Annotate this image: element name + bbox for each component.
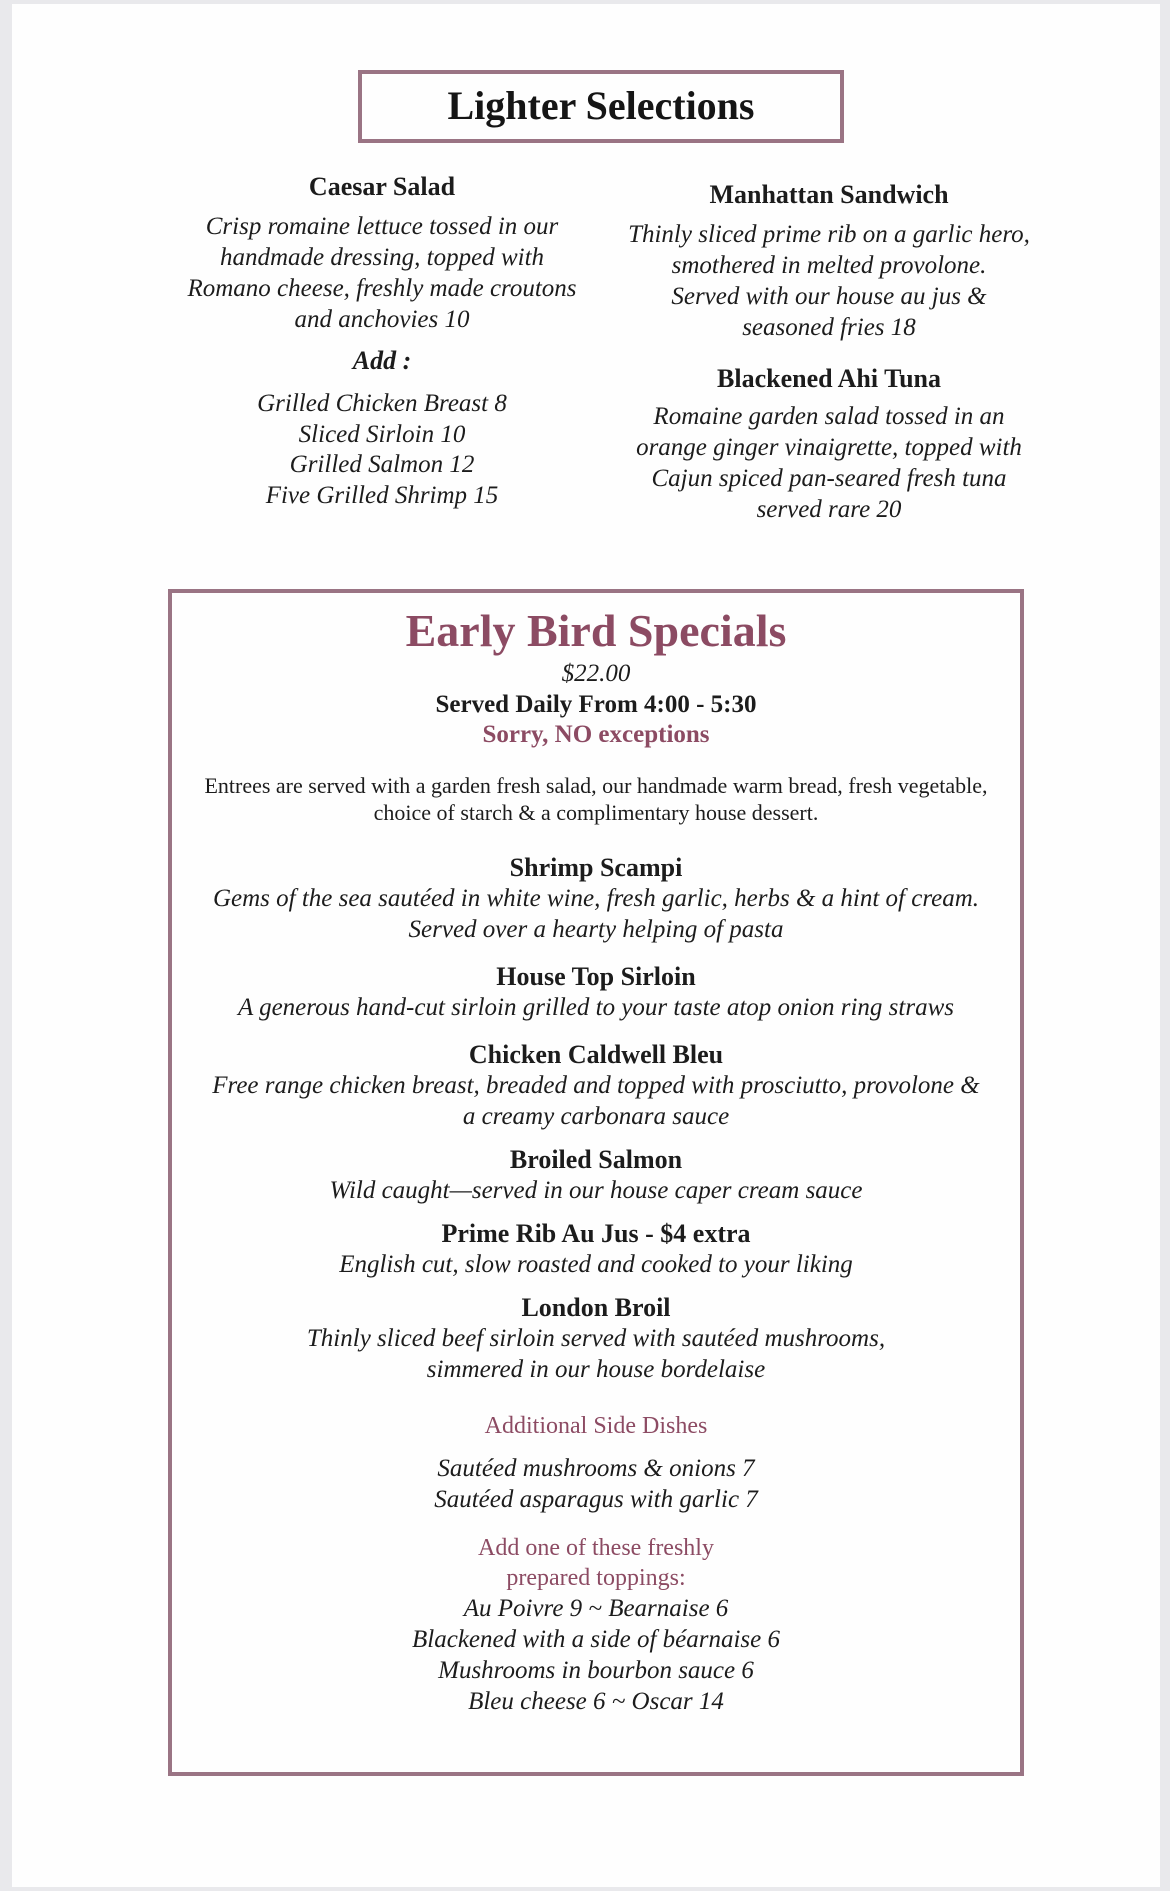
entree-desc: a creamy carbonara sauce: [462, 1103, 730, 1130]
early-bird-intro-line: Entrees are served with a garden fresh salad, our handmade warm bread, fresh vegetable,: [204, 773, 988, 798]
entree-desc: simmered in our house bordelaise: [426, 1356, 766, 1383]
entree-desc: Free range chicken breast, breaded and topped with prosciutto, provolone &: [212, 1072, 980, 1099]
side-dishes-section: [172, 1411, 1020, 1515]
early-bird-box: [168, 589, 1024, 1776]
manhattan-sandwich-desc-1: Thinly sliced prime rib on a garlic hero,: [628, 221, 1030, 248]
entree-desc: Thinly sliced beef sirloin served with sautéed mushrooms,: [306, 1325, 886, 1352]
side-dish-item: Sautéed mushrooms & onions 7: [437, 1455, 755, 1482]
toppings-section: [172, 1533, 1020, 1717]
entree-desc: A generous hand-cut sirloin grilled to your taste atop onion ring straws: [238, 994, 954, 1021]
entree-name: Broiled Salmon: [509, 1145, 683, 1174]
addon-item: Sliced Sirloin 10: [298, 420, 466, 448]
entree-name: Chicken Caldwell Bleu: [468, 1040, 724, 1069]
ahi-tuna-desc-3: Cajun spiced pan-seared fresh tuna: [651, 465, 1007, 492]
caesar-salad-name: Caesar Salad: [308, 172, 456, 201]
caesar-salad-desc-2: handmade dressing, topped with: [219, 244, 545, 271]
early-bird-title: Early Bird Specials: [405, 605, 787, 656]
entree-house-top-sirloin: [172, 961, 1020, 1023]
topping-item: Au Poivre 9 ~ Bearnaise 6: [463, 1595, 729, 1622]
manhattan-sandwich-desc-4: seasoned fries 18: [742, 314, 916, 341]
topping-item: Bleu cheese 6 ~ Oscar 14: [468, 1688, 724, 1715]
entree-name: London Broil: [521, 1293, 671, 1322]
entree-desc: Gems of the sea sautéed in white wine, fresh garlic, herbs & a hint of cream.: [212, 885, 980, 912]
lighter-right-column: [604, 179, 1054, 525]
topping-item: Mushrooms in bourbon sauce 6: [438, 1657, 754, 1684]
side-dish-item: Sautéed asparagus with garlic 7: [434, 1486, 758, 1513]
caesar-salad-desc-1: Crisp romaine lettuce tossed in our: [205, 213, 559, 240]
side-dishes-heading: Additional Side Dishes: [484, 1413, 708, 1439]
ahi-tuna-desc-2: orange ginger vinaigrette, topped with: [636, 434, 1022, 461]
entree-desc: Served over a hearty helping of pasta: [408, 916, 784, 943]
manhattan-sandwich-name: Manhattan Sandwich: [709, 180, 949, 209]
addon-item: Grilled Salmon 12: [289, 451, 475, 478]
early-bird-hours: Served Daily From 4:00 - 5:30: [435, 691, 757, 718]
early-bird-no-exceptions: Sorry, NO exceptions: [482, 721, 710, 748]
toppings-heading-line: prepared toppings:: [506, 1565, 686, 1591]
early-bird-price: $22.00: [561, 660, 631, 687]
early-bird-intro-line: choice of starch & a complimentary house dessert.: [373, 800, 819, 825]
manhattan-sandwich-desc-3: Served with our house au jus &: [671, 283, 987, 310]
lighter-selections-title: Lighter Selections: [447, 83, 755, 128]
entree-desc: Wild caught—served in our house caper cream sauce: [329, 1177, 863, 1204]
entree-broiled-salmon: [172, 1144, 1020, 1206]
entree-shrimp-scampi: [172, 852, 1020, 945]
entree-name: Prime Rib Au Jus - $4 extra: [441, 1219, 751, 1248]
ahi-tuna-desc-4: served rare 20: [756, 496, 902, 523]
addon-item: Five Grilled Shrimp 15: [265, 481, 499, 509]
entree-name: House Top Sirloin: [496, 962, 696, 991]
lighter-selections-title-box: [358, 70, 844, 143]
entree-chicken-caldwell-bleu: [172, 1039, 1020, 1132]
early-bird-intro: [172, 772, 1020, 826]
entree-london-broil: [172, 1292, 1020, 1385]
add-heading: Add :: [352, 346, 412, 375]
entree-prime-rib: [172, 1218, 1020, 1280]
manhattan-sandwich-desc-2: smothered in melted provolone.: [671, 252, 987, 279]
entree-desc: English cut, slow roasted and cooked to your liking: [339, 1251, 853, 1278]
ahi-tuna-desc-1: Romaine garden salad tossed in an: [653, 403, 1005, 430]
addon-item: Grilled Chicken Breast 8: [257, 390, 507, 417]
entree-name: Shrimp Scampi: [509, 853, 683, 882]
lighter-left-column: [162, 171, 602, 511]
menu-page: [12, 4, 1160, 1887]
topping-item: Blackened with a side of béarnaise 6: [412, 1626, 780, 1653]
caesar-salad-desc-3: Romano cheese, freshly made croutons: [187, 275, 577, 302]
toppings-heading-line: Add one of these freshly: [478, 1535, 714, 1561]
caesar-salad-desc-4: and anchovies 10: [294, 306, 470, 333]
ahi-tuna-name: Blackened Ahi Tuna: [717, 364, 941, 393]
